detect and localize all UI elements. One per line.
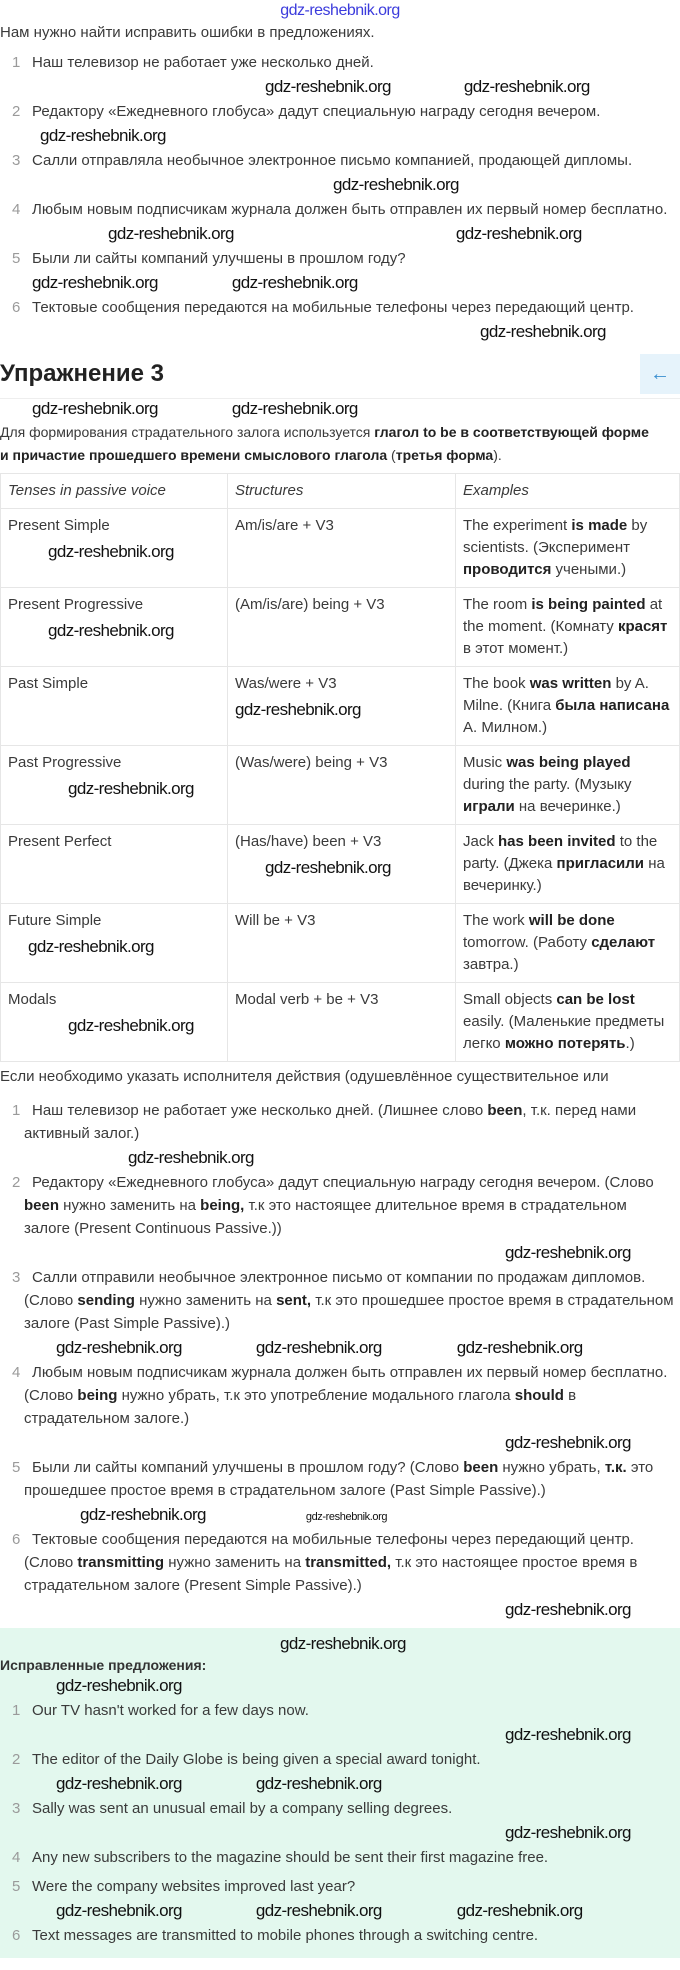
column-header: Structures — [228, 474, 456, 509]
example-cell — [456, 746, 680, 825]
watermark: gdz-reshebnik.org — [463, 77, 590, 96]
watermark: gdz-reshebnik.org — [333, 175, 459, 194]
item-number: 5 — [12, 1878, 21, 1895]
task-item — [12, 195, 674, 224]
watermark: gdz-reshebnik.org — [48, 542, 174, 561]
text-segment: Тектовые сообщения передаются на мобильные телефоны через передающий центр. — [32, 299, 634, 316]
answer-item — [12, 1358, 674, 1433]
watermark: gdz-reshebnik.org — [28, 937, 154, 956]
watermark-row — [0, 273, 680, 293]
example-cell — [456, 588, 680, 667]
table-row — [1, 667, 680, 746]
watermark-row — [0, 1243, 680, 1263]
task-item — [12, 293, 674, 322]
text-segment: Были ли сайты компаний улучшены в прошлом году? (Слово — [32, 1459, 464, 1476]
answer-list — [0, 1092, 680, 1624]
structure-text: (Has/have) been + V3 — [235, 833, 382, 850]
table-row — [1, 904, 680, 983]
text-segment: Были ли сайты компаний улучшены в прошлом году? — [32, 250, 406, 267]
text-segment: Sally was sent an unusual email by a company selling degrees. — [32, 1800, 453, 1817]
item-number: 6 — [12, 1927, 21, 1944]
bold-text: can be lost — [556, 991, 635, 1008]
structure-cell — [228, 904, 456, 983]
watermark-row — [0, 1774, 680, 1794]
watermark-row — [0, 1505, 680, 1525]
column-header: Tenses in passive voice — [1, 474, 228, 509]
tense-text: Present Simple — [8, 517, 110, 534]
text-segment: нужно заменить на — [164, 1554, 306, 1571]
structure-cell — [228, 825, 456, 904]
corrected-item — [12, 1745, 674, 1774]
tense-cell — [1, 667, 228, 746]
answer-item — [12, 1263, 674, 1338]
item-number: 3 — [12, 1269, 21, 1286]
corrected-item — [12, 1794, 674, 1823]
watermark-row — [0, 126, 680, 146]
text-segment: The editor of the Daily Globe is being given a special award tonight. — [32, 1751, 481, 1768]
item-number: 4 — [12, 201, 21, 218]
text-segment: на вечеринку.) — [463, 855, 665, 894]
task-item — [12, 244, 674, 273]
watermark-row — [0, 1823, 680, 1843]
item-number: 2 — [12, 103, 21, 120]
watermark: gdz-reshebnik.org — [480, 322, 606, 341]
item-number: 4 — [12, 1364, 21, 1381]
watermark: gdz-reshebnik.org — [255, 1338, 382, 1357]
bold-text: being, — [200, 1197, 245, 1214]
item-number: 6 — [12, 1531, 21, 1548]
watermark: gdz-reshebnik.org — [280, 1634, 406, 1653]
bold-text: was being played — [506, 754, 631, 771]
answer-item — [12, 1525, 674, 1600]
text-segment: The work — [463, 912, 529, 929]
bold-text: sending — [77, 1292, 135, 1309]
watermark-row — [0, 1433, 680, 1453]
watermark: gdz-reshebnik.org — [456, 1338, 583, 1357]
bold-text: глагол to be в соответствующей форме и причастие прошедшего времени смыслового глагола — [0, 424, 649, 463]
bold-text: is being painted — [531, 596, 646, 613]
text-segment: т.к это прошедшее простое время в страдательном залоге (Past Simple Passive).) — [24, 1292, 674, 1332]
text-segment: at the moment. (Комнату — [463, 596, 663, 635]
watermark: gdz-reshebnik.org — [32, 273, 158, 292]
text-segment: The experiment — [463, 517, 572, 534]
item-number: 3 — [12, 1800, 21, 1817]
watermark: gdz-reshebnik.org — [108, 224, 234, 243]
answer-item — [12, 1168, 674, 1243]
example-cell — [456, 509, 680, 588]
bold-text: проводится — [463, 561, 552, 578]
structure-cell — [228, 746, 456, 825]
text-segment: Тектовые сообщения передаются на мобильные телефоны через передающий центр. (Слово — [24, 1531, 634, 1571]
tense-cell — [1, 588, 228, 667]
item-number: 1 — [12, 54, 21, 71]
structure-cell — [228, 667, 456, 746]
task-list — [0, 44, 680, 346]
structure-text: Was/were + V3 — [235, 675, 337, 692]
table-row — [1, 509, 680, 588]
text-segment: .) — [625, 1035, 635, 1052]
watermark-row — [0, 1148, 680, 1168]
exercise-header — [0, 350, 680, 399]
tense-text: Future Simple — [8, 912, 102, 929]
watermark: gdz-reshebnik.org — [265, 77, 391, 96]
watermark-row — [0, 175, 680, 195]
watermark: gdz-reshebnik.org — [255, 1901, 382, 1920]
text-segment: нужно заменить на — [59, 1197, 201, 1214]
site-logo: gdz-reshebnik.org — [280, 2, 400, 19]
arrow-left-icon: ← — [650, 362, 670, 385]
text-segment: на вечеринке.) — [514, 798, 621, 815]
bold-text: красят — [617, 618, 668, 635]
watermark: gdz-reshebnik.org — [505, 1600, 631, 1619]
text-segment: ( — [387, 447, 396, 463]
watermark: gdz-reshebnik.org — [56, 1901, 182, 1920]
intro-text: Нам нужно найти исправить ошибки в предложениях. — [0, 24, 375, 41]
watermark: gdz-reshebnik.org — [128, 1148, 254, 1167]
watermark: gdz-reshebnik.org — [305, 1511, 388, 1523]
watermark: gdz-reshebnik.org — [235, 700, 361, 719]
item-number: 5 — [12, 250, 21, 267]
text-segment: Редактору «Ежедневного глобуса» дадут специальную награду сегодня вечером. (Слово — [32, 1174, 654, 1191]
item-number: 6 — [12, 299, 21, 316]
example-cell — [456, 667, 680, 746]
corrected-item — [12, 1872, 674, 1901]
watermark: gdz-reshebnik.org — [56, 1774, 182, 1793]
watermark: gdz-reshebnik.org — [505, 1433, 631, 1452]
text-segment: Our TV hasn't worked for a few days now. — [32, 1702, 309, 1719]
text-segment: учеными.) — [551, 561, 627, 578]
watermark: gdz-reshebnik.org — [505, 1823, 631, 1842]
tense-text: Present Progressive — [8, 596, 144, 613]
task-item — [12, 48, 674, 77]
text-segment: , т.к. перед нами активный залог.) — [24, 1102, 637, 1142]
rule-paragraph — [0, 419, 660, 473]
watermark: gdz-reshebnik.org — [68, 1016, 194, 1035]
corrected-item — [12, 1843, 674, 1872]
tense-text: Past Simple — [8, 675, 89, 692]
table-row — [1, 825, 680, 904]
text-segment: tomorrow. (Работу — [463, 934, 592, 951]
watermark: gdz-reshebnik.org — [456, 1901, 583, 1920]
bold-text: been — [463, 1459, 499, 1476]
watermark: gdz-reshebnik.org — [32, 399, 158, 418]
text-segment: Для формирования страдательного залога используется — [0, 424, 375, 440]
table-row — [1, 588, 680, 667]
structure-cell — [228, 983, 456, 1062]
example-cell — [456, 825, 680, 904]
table-header-row — [1, 474, 680, 509]
watermark-row — [0, 1600, 680, 1620]
watermark: gdz-reshebnik.org — [48, 621, 174, 640]
bold-text: была написана — [555, 697, 670, 714]
back-button[interactable] — [640, 354, 680, 394]
watermark: gdz-reshebnik.org — [80, 1505, 206, 1524]
tense-text: Modals — [8, 991, 57, 1008]
text-segment: Любым новым подписчикам журнала должен быть отправлен их первый номер бесплатно. — [32, 201, 668, 218]
watermark: gdz-reshebnik.org — [505, 1243, 631, 1262]
tense-cell — [1, 509, 228, 588]
watermark-row — [0, 399, 680, 419]
structure-text: Am/is/are + V3 — [235, 517, 334, 534]
text-segment: Small objects — [463, 991, 557, 1008]
text-segment: by scientists. (Эксперимент — [463, 517, 648, 556]
text-segment: т.к это настоящее длительное время в страдательном залоге (Present Continuous Passive.)) — [24, 1197, 627, 1237]
exercise-title: Упражнение 3 — [0, 360, 164, 387]
structure-text: Modal verb + be + V3 — [235, 991, 379, 1008]
text-segment: Редактору «Ежедневного глобуса» дадут специальную награду сегодня вечером. — [32, 103, 601, 120]
corrected-title: Исправленные предложения: — [0, 1657, 207, 1673]
watermark: gdz-reshebnik.org — [56, 1338, 182, 1357]
watermark-row — [0, 322, 680, 342]
text-segment: Салли отправляла необычное электронное письмо компанией, продающей дипломы. — [32, 152, 633, 169]
passive-voice-table — [0, 473, 680, 1062]
text-segment: Наш телевизор не работает уже несколько дней. — [32, 54, 374, 71]
example-cell — [456, 904, 680, 983]
item-number: 2 — [12, 1751, 21, 1768]
text-segment: Наш телевизор не работает уже несколько дней. (Лишнее слово — [32, 1102, 488, 1119]
table-row — [1, 746, 680, 825]
text-segment: нужно убрать, — [498, 1459, 605, 1476]
bold-text: пригласили — [556, 855, 645, 872]
watermark: gdz-reshebnik.org — [231, 399, 358, 418]
text-segment: Were the company websites improved last year? — [32, 1878, 356, 1895]
item-number: 4 — [12, 1849, 21, 1866]
table-row — [1, 983, 680, 1062]
watermark: gdz-reshebnik.org — [56, 1676, 182, 1695]
example-cell — [456, 983, 680, 1062]
text-segment: завтра.) — [463, 956, 519, 973]
bold-text: is made — [571, 517, 628, 534]
structure-cell — [228, 588, 456, 667]
text-segment: during the party. (Музыку — [463, 776, 632, 793]
bold-text: т.к. — [604, 1459, 627, 1476]
watermark-row — [0, 1338, 680, 1358]
watermark-row — [0, 224, 680, 244]
bold-text: was written — [529, 675, 612, 692]
text-segment: by A. Milne. (Книга — [463, 675, 649, 714]
text-segment: А. Милном.) — [463, 719, 548, 736]
structure-text: (Was/were) being + V3 — [235, 754, 388, 771]
watermark: gdz-reshebnik.org — [68, 779, 194, 798]
text-segment: Music — [463, 754, 507, 771]
bold-text: transmitted, — [305, 1554, 392, 1571]
watermark-row — [0, 1676, 680, 1696]
item-number: 3 — [12, 152, 21, 169]
truncated-text: Если необходимо указать исполнителя действия (одушевлённое существительное или — [0, 1068, 609, 1085]
structure-text: (Am/is/are) being + V3 — [235, 596, 385, 613]
item-number: 2 — [12, 1174, 21, 1191]
text-segment: Jack — [463, 833, 499, 850]
item-number: 5 — [12, 1459, 21, 1476]
bold-text: сделают — [591, 934, 656, 951]
text-segment: это прошедшее простое время в страдательном залоге (Past Simple Passive).) — [24, 1459, 654, 1499]
text-segment: Text messages are transmitted to mobile phones through a switching centre. — [32, 1927, 539, 1944]
text-segment: The room — [463, 596, 532, 613]
bold-text: been — [487, 1102, 523, 1119]
tense-cell — [1, 983, 228, 1062]
item-number: 1 — [12, 1102, 21, 1119]
bold-text: третья форма — [395, 447, 494, 463]
tense-text: Present Perfect — [8, 833, 112, 850]
bold-text: has been invited — [498, 833, 616, 850]
watermark: gdz-reshebnik.org — [455, 224, 582, 243]
watermark-row — [0, 77, 680, 97]
column-header: Examples — [456, 474, 680, 509]
text-segment: easily. (Маленькие предметы легко — [463, 1013, 665, 1052]
corrected-item — [12, 1696, 674, 1725]
bold-text: играли — [463, 798, 515, 815]
answer-item — [12, 1096, 674, 1148]
tense-cell — [1, 825, 228, 904]
structure-cell — [228, 509, 456, 588]
tense-cell — [1, 904, 228, 983]
tense-text: Past Progressive — [8, 754, 122, 771]
text-segment: Любым новым подписчикам журнала должен быть отправлен их первый номер бесплатно. (Слово — [24, 1364, 668, 1404]
watermark: gdz-reshebnik.org — [505, 1725, 631, 1744]
text-segment: в этот момент.) — [463, 640, 569, 657]
bold-text: being — [77, 1387, 118, 1404]
text-segment: to the party. (Джека — [463, 833, 658, 872]
text-segment: нужно убрать, т.к это употребление модального глагола — [117, 1387, 515, 1404]
text-segment: The book — [463, 675, 530, 692]
task-item — [12, 146, 674, 175]
text-segment: Салли отправили необычное электронное письмо от компании по продажам дипломов. (Слово — [24, 1269, 646, 1309]
watermark: gdz-reshebnik.org — [40, 126, 166, 145]
text-segment: Any new subscribers to the magazine should be sent their first magazine free. — [32, 1849, 549, 1866]
text-segment: т.к это настоящее простое время в страдательном залоге (Present Simple Passive).) — [24, 1554, 638, 1594]
item-number: 1 — [12, 1702, 21, 1719]
task-item — [12, 97, 674, 126]
watermark-row — [0, 1634, 680, 1654]
corrected-section — [0, 1628, 680, 1958]
structure-text: Will be + V3 — [235, 912, 316, 929]
bold-text: been — [24, 1197, 60, 1214]
bold-text: sent, — [276, 1292, 312, 1309]
tense-cell — [1, 746, 228, 825]
answer-item — [12, 1453, 674, 1505]
corrected-item — [12, 1921, 674, 1950]
text-segment: нужно заменить на — [134, 1292, 277, 1309]
text-segment: ). — [493, 447, 502, 463]
bold-text: should — [514, 1387, 564, 1404]
watermark: gdz-reshebnik.org — [231, 273, 358, 292]
text-segment: в страдательном залоге.) — [24, 1387, 577, 1427]
bold-text: можно потерять — [504, 1035, 626, 1052]
bold-text: will be done — [528, 912, 615, 929]
watermark-row — [0, 1901, 680, 1921]
bold-text: transmitting — [77, 1554, 165, 1571]
watermark-row — [0, 1725, 680, 1745]
watermark: gdz-reshebnik.org — [265, 858, 391, 877]
watermark: gdz-reshebnik.org — [255, 1774, 382, 1793]
